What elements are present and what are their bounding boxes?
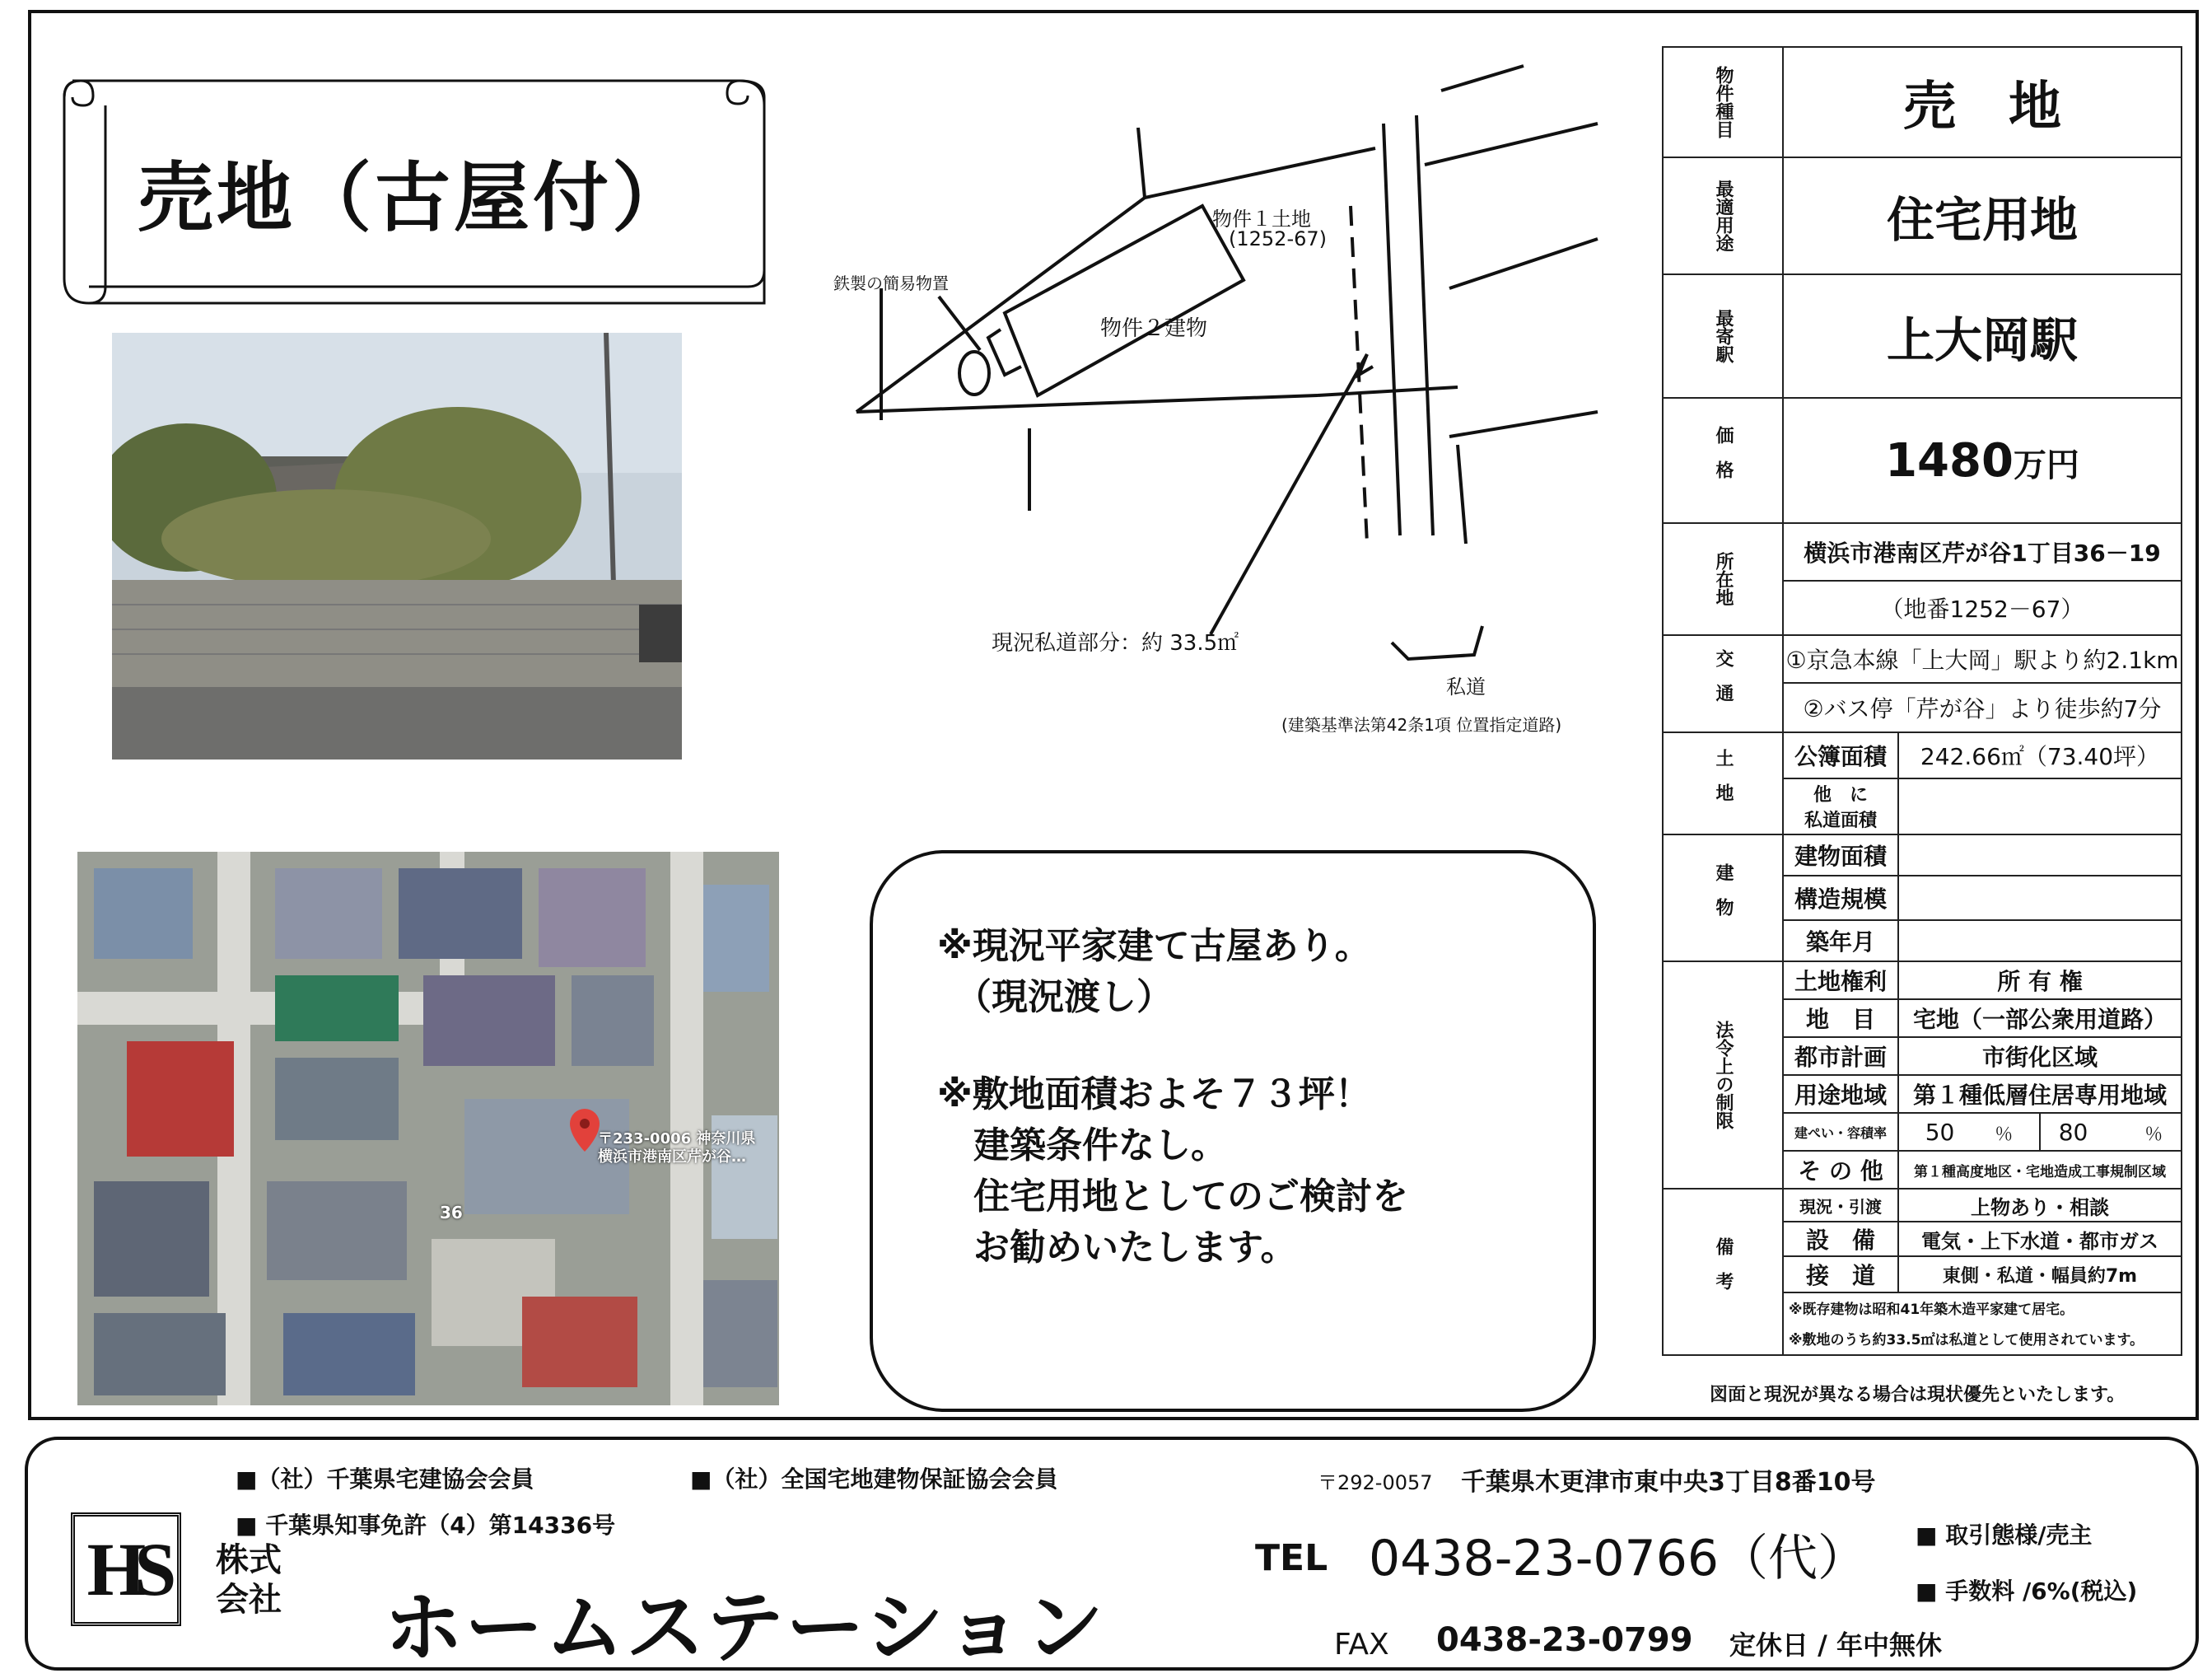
bldg-area-label: 建物面積 — [1783, 834, 1898, 876]
property-photo — [112, 333, 682, 760]
remark-2: ※敷地のうち約33.5㎡は私道として使用されています。 — [1783, 1322, 2182, 1355]
use-value: 住宅用地 — [1783, 157, 2182, 274]
member-2: ■（社）全国宅地建物保証協会会員 — [690, 1465, 1058, 1493]
traffic-1: ①京急本線「上大岡」駅より約2.1km — [1783, 635, 2182, 683]
company-logo — [71, 1512, 181, 1626]
license: ■ 千葉県知事免許（4）第14336号 — [236, 1512, 616, 1539]
bcr-cell — [1898, 1113, 2040, 1151]
note-line: （現況渡し） — [937, 976, 1173, 1018]
remarks-label: 備考 — [1663, 1189, 1783, 1355]
zone-label: 用途地域 — [1783, 1075, 1898, 1113]
postal-code: 〒292-0057 — [1318, 1471, 1433, 1494]
built-value — [1898, 920, 2182, 961]
disclaimer: 図面と現況が異なる場合は現状優先といたします。 — [1710, 1385, 2126, 1405]
far-percent: ％ — [2144, 1124, 2163, 1145]
remark-1: ※既存建物は昭和41年築木造平家建て居宅。 — [1783, 1292, 2182, 1322]
plan-road-note: (建築基準法第42条1項 位置指定道路) — [1281, 715, 1562, 735]
member-1: ■（社）千葉県宅建協会会員 — [236, 1465, 534, 1493]
ratio-label: 建ぺい・容積率 — [1783, 1113, 1898, 1151]
traffic-label: 交通 — [1663, 635, 1783, 732]
status-label: 現況・引渡 — [1783, 1189, 1898, 1222]
note-line: 建築条件なし。 — [937, 1124, 1227, 1166]
plan-building2-label: 物件２建物 — [1100, 316, 1208, 341]
station-label: 最寄駅 — [1663, 274, 1783, 398]
structure-label: 構造規模 — [1783, 876, 1898, 920]
banner-title: 売地（古屋付） — [137, 154, 691, 242]
far-cell — [2040, 1113, 2182, 1151]
fee: ■ 手数料 /6%(税込) — [1916, 1578, 2138, 1605]
plan-private-road: 私道 — [1446, 675, 1486, 699]
address-label: 所在地 — [1663, 523, 1783, 635]
company-address: 千葉県木更津市東中央3丁目8番10号 — [1461, 1468, 1876, 1497]
logo-letters: HS — [86, 1527, 166, 1611]
type-label: 物件種目 — [1663, 47, 1783, 157]
lot-value: （地番1252－67） — [1783, 581, 2182, 635]
land-area-value: 242.66㎡（73.40坪） — [1898, 732, 2182, 778]
price-unit: 万円 — [2013, 446, 2079, 484]
fax-label: FAX — [1334, 1628, 1389, 1662]
status-value: 上物あり・相談 — [1898, 1189, 2182, 1222]
plan-parcel1-label: 物件１土地 — [1212, 208, 1311, 231]
address-value: 横浜市港南区芹が谷1丁目36－19 — [1783, 523, 2182, 581]
map-road-number: 36 — [440, 1203, 463, 1222]
traffic-2: ②バス停「芹が谷」より徒歩約7分 — [1783, 683, 2182, 732]
land-label: 土地 — [1663, 732, 1783, 834]
tel-label: TEL — [1255, 1537, 1328, 1579]
built-label: 築年月 — [1783, 920, 1898, 961]
plan-private-road-area: 現況私道部分：約 33.5㎡ — [992, 631, 1239, 656]
note-line: 住宅用地としてのご検討を — [937, 1176, 1408, 1218]
bldg-area-value — [1898, 834, 2182, 876]
fax-number: 0438-23-0799 — [1436, 1621, 1693, 1659]
bcr-percent: ％ — [1995, 1124, 2014, 1145]
station-value: 上大岡駅 — [1783, 274, 2182, 398]
price-label: 価格 — [1663, 398, 1783, 523]
access-label: 接 道 — [1783, 1256, 1898, 1292]
facility-value: 電気・上下水道・都市ガス — [1898, 1222, 2182, 1256]
other-value: 第１種高度地区・宅地造成工事規制区域 — [1898, 1151, 2182, 1189]
plan-shed-label: 鉄製の簡易物置 — [833, 273, 949, 293]
land-area-label: 公簿面積 — [1783, 732, 1898, 778]
notes — [937, 921, 1408, 1274]
deal-type: ■ 取引態様/売主 — [1916, 1521, 2093, 1549]
category-value: 宅地（一部公衆用道路） — [1898, 999, 2182, 1037]
far-value: 80 — [2058, 1118, 2088, 1146]
city-label: 都市計画 — [1783, 1037, 1898, 1075]
note-line: ※敷地面積およそ７３坪！ — [937, 1073, 1371, 1115]
private-area-value — [1898, 778, 2182, 834]
facility-label: 設 備 — [1783, 1222, 1898, 1256]
price-value: 1480 — [1885, 433, 2014, 488]
category-label: 地 目 — [1783, 999, 1898, 1037]
holiday: 定休日 / 年中無休 — [1729, 1629, 1942, 1661]
law-label: 法令上の制限 — [1663, 961, 1783, 1189]
map-pin-label: 〒233-0006 神奈川県 横浜市港南区芹が谷… — [598, 1130, 756, 1166]
type-value: 売 地 — [1783, 47, 2182, 157]
rights-value: 所 有 権 — [1898, 961, 2182, 999]
plan-parcel1-lot: (1252-67) — [1229, 227, 1328, 250]
other-label: そ の 他 — [1783, 1151, 1898, 1189]
spec-table — [1662, 46, 2182, 1356]
note-line: お勧めいたします。 — [937, 1227, 1297, 1269]
use-label: 最適用途 — [1663, 157, 1783, 274]
note-line: ※現況平家建て古屋あり。 — [937, 925, 1371, 967]
aerial-map — [77, 852, 779, 1405]
company-type: 株式 会社 — [216, 1541, 282, 1619]
price-cell — [1783, 398, 2182, 523]
building-label: 建物 — [1663, 834, 1783, 961]
structure-value — [1898, 876, 2182, 920]
company-name: ホームステーション — [384, 1582, 1106, 1674]
bcr-value: 50 — [1925, 1118, 1955, 1146]
tel-number: 0438-23-0766（代） — [1369, 1530, 1868, 1587]
zone-value: 第１種低層住居専用地域 — [1898, 1075, 2182, 1113]
rights-label: 土地権利 — [1783, 961, 1898, 999]
private-area-label: 他 に 私道面積 — [1783, 778, 1898, 834]
access-value: 東側・私道・幅員約7m — [1898, 1256, 2182, 1292]
city-value: 市街化区域 — [1898, 1037, 2182, 1075]
